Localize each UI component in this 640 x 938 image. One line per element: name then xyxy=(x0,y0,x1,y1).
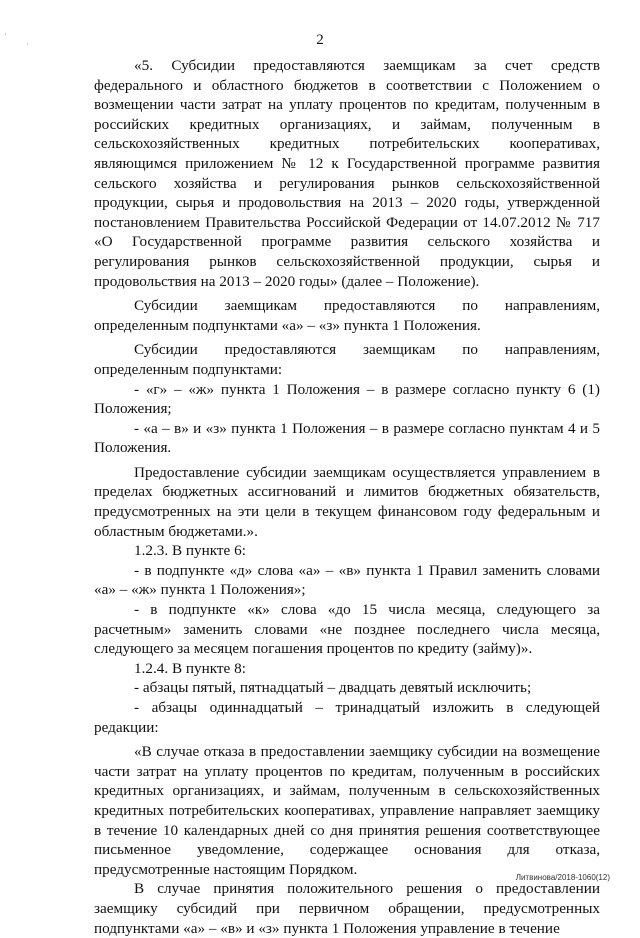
list-item-a-v-z: - «а – в» и «з» пункта 1 Положения – в размере согласно пунктам 4 и 5 Положения. xyxy=(94,419,600,457)
list-item-restate-paragraphs: - абзацы одиннадцатый – тринадцатый изложить в следующей редакции: xyxy=(94,699,600,736)
list-item-exclude-paragraphs: - абзацы пятый, пятнадцатый – двадцать девятый исключить; xyxy=(134,679,532,697)
page-number: 2 xyxy=(316,32,324,48)
paragraph-directions-subpoints: Субсидии предоставляются заемщикам по направлениям, определенным подпунктами: xyxy=(94,341,600,378)
list-item-subpoint-d: - в подпункте «д» слова «а» – «в» пункта 1 Правил заменить словами «а» – «ж» пункта 1 Положения»; xyxy=(94,561,600,599)
paragraph-directions: Субсидии заемщикам предоставляются по направлениям, определенным подпунктами «а» – «з» пункта 1 Положения. xyxy=(94,297,600,334)
scan-speck: · xyxy=(26,40,29,49)
list-item-g-zh: - «г» – «ж» пункта 1 Положения – в размере согласно пункту 6 (1) Положения; xyxy=(94,380,600,418)
section-heading-1-2-4: 1.2.4. В пункте 8: xyxy=(134,659,246,677)
scan-speck: · xyxy=(4,30,7,39)
paragraph-positive-decision: В случае принятия положительного решения о предоставлении заемщику субсидий при первичном обращении, предусмотренных подпунктами «а» – «в» и «з» пункта 1 Положения управление в течение xyxy=(94,880,600,937)
paragraph-refusal-notice: «В случае отказа в предоставлении заемщику субсидии на возмещение части затрат на уплату процентов по кредитам, полученным в российских кредитных организациях, и займам, полученным в сельскохозяйственных кредитных потребительских кооперативах, управление направляет заемщику в течение 10 календарных дней со дня принятия решения соответствующее письменное уведомление, содержащее основания для отказа, предусмотренные настоящим Порядком. xyxy=(94,743,600,878)
paragraph-provision: Предоставление субсидии заемщикам осуществляется управлением в пределах бюджетных ассигнований и лимитов бюджетных обязательств, предусмотренных на эти цели в текущем финансовом году федеральным и областным бюджетами.». xyxy=(94,463,600,540)
paragraph-point-5: «5. Субсидии предоставляются заемщикам за счет средств федерального и областного бюджетов в соответствии с Положением о возмещении части затрат на уплату процентов по кредитам, полученным в российских кредитных организациях, и займам, полученным в сельскохозяйственных кредитных потребительских кооперативах, являющимся приложением № 12 к Государственной программе развития сельского хозяйства и регулирования рынков сельскохозяйственной продукции, сырья и продовольствия на 2013 – 2020 годы, утвержденной постановлением Правительства Российской Федерации от 14.07.2012 № 717 «О Государственной программе развития сельского хозяйства и регулирования рынков сельскохозяйственной продукции, сырья и продовольствия на 2013 – 2020 годы» (далее – Положение). xyxy=(94,57,600,290)
section-heading-1-2-3: 1.2.3. В пункте 6: xyxy=(134,542,246,560)
list-item-subpoint-k: - в подпункте «к» слова «до 15 числа месяца, следующего за расчетным» заменить словами «не позднее последнего числа месяца, следующего за месяцем погашения процентов по кредиту (займу)». xyxy=(94,601,600,658)
document-body xyxy=(94,56,600,938)
footer-document-code: Литвинова/2018-1060(12) xyxy=(515,873,610,882)
